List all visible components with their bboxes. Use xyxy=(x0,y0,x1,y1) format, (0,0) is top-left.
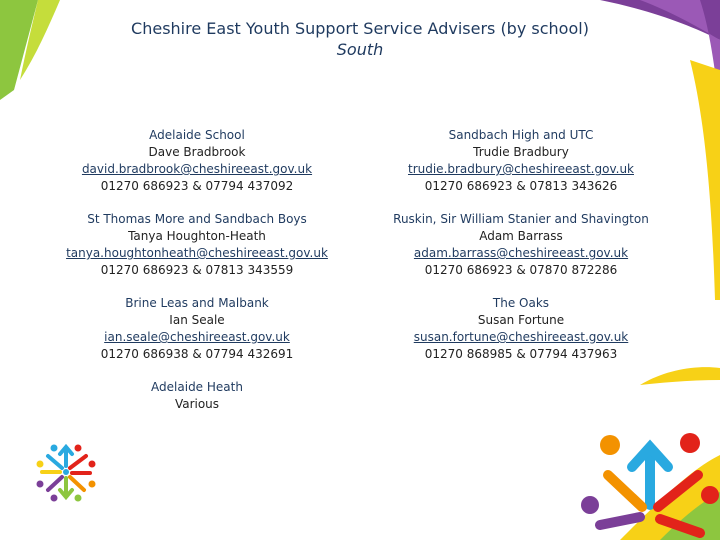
adviser-email-link[interactable]: ian.seale@cheshireeast.gov.uk xyxy=(104,330,290,344)
adviser-phone: 01270 686923 & 07794 437092 xyxy=(100,179,294,193)
adviser-card xyxy=(32,127,362,195)
adviser-name: Adam Barrass xyxy=(479,229,563,243)
adviser-phone: 01270 868985 & 07794 437963 xyxy=(424,347,618,361)
school-name: The Oaks xyxy=(492,296,550,310)
adviser-email-link[interactable]: tanya.houghtonheath@cheshireeast.gov.uk xyxy=(66,246,328,260)
school-name: Adelaide School xyxy=(149,128,245,142)
adviser-email-link[interactable]: adam.barrass@cheshireeast.gov.uk xyxy=(413,246,629,260)
adviser-card xyxy=(32,379,362,413)
adviser-email-link[interactable]: susan.fortune@cheshireeast.gov.uk xyxy=(413,330,629,344)
youth-support-logo-icon xyxy=(34,440,98,504)
adviser-name: Dave Bradbrook xyxy=(148,145,246,159)
adviser-phone: 01270 686923 & 07813 343626 xyxy=(424,179,618,193)
school-name: Ruskin, Sir William Stanier and Shavington xyxy=(393,212,649,226)
page-subtitle: South xyxy=(336,40,384,59)
adviser-card xyxy=(32,295,362,363)
adviser-card xyxy=(356,127,686,195)
page-title: Cheshire East Youth Support Service Advisers (by school) xyxy=(131,19,589,38)
adviser-email-link[interactable]: david.bradbrook@cheshireeast.gov.uk xyxy=(81,162,313,176)
adviser-card xyxy=(356,295,686,363)
youth-support-logo-large-icon xyxy=(580,395,720,540)
adviser-phone: 01270 686923 & 07870 872286 xyxy=(424,263,618,277)
school-name: Brine Leas and Malbank xyxy=(125,296,269,310)
adviser-name: Tanya Houghton-Heath xyxy=(128,229,266,243)
school-name: St Thomas More and Sandbach Boys xyxy=(87,212,307,226)
adviser-card xyxy=(356,211,686,279)
adviser-name: Susan Fortune xyxy=(477,313,565,327)
adviser-card xyxy=(32,211,362,279)
adviser-phone: 01270 686938 & 07794 432691 xyxy=(100,347,294,361)
adviser-name: Various xyxy=(174,397,220,411)
school-name: Sandbach High and UTC xyxy=(448,128,594,142)
adviser-name: Ian Seale xyxy=(169,313,225,327)
adviser-email-link[interactable]: trudie.bradbury@cheshireeast.gov.uk xyxy=(407,162,634,176)
adviser-name: Trudie Bradbury xyxy=(473,145,569,159)
adviser-phone: 01270 686923 & 07813 343559 xyxy=(100,263,294,277)
school-name: Adelaide Heath xyxy=(151,380,243,394)
